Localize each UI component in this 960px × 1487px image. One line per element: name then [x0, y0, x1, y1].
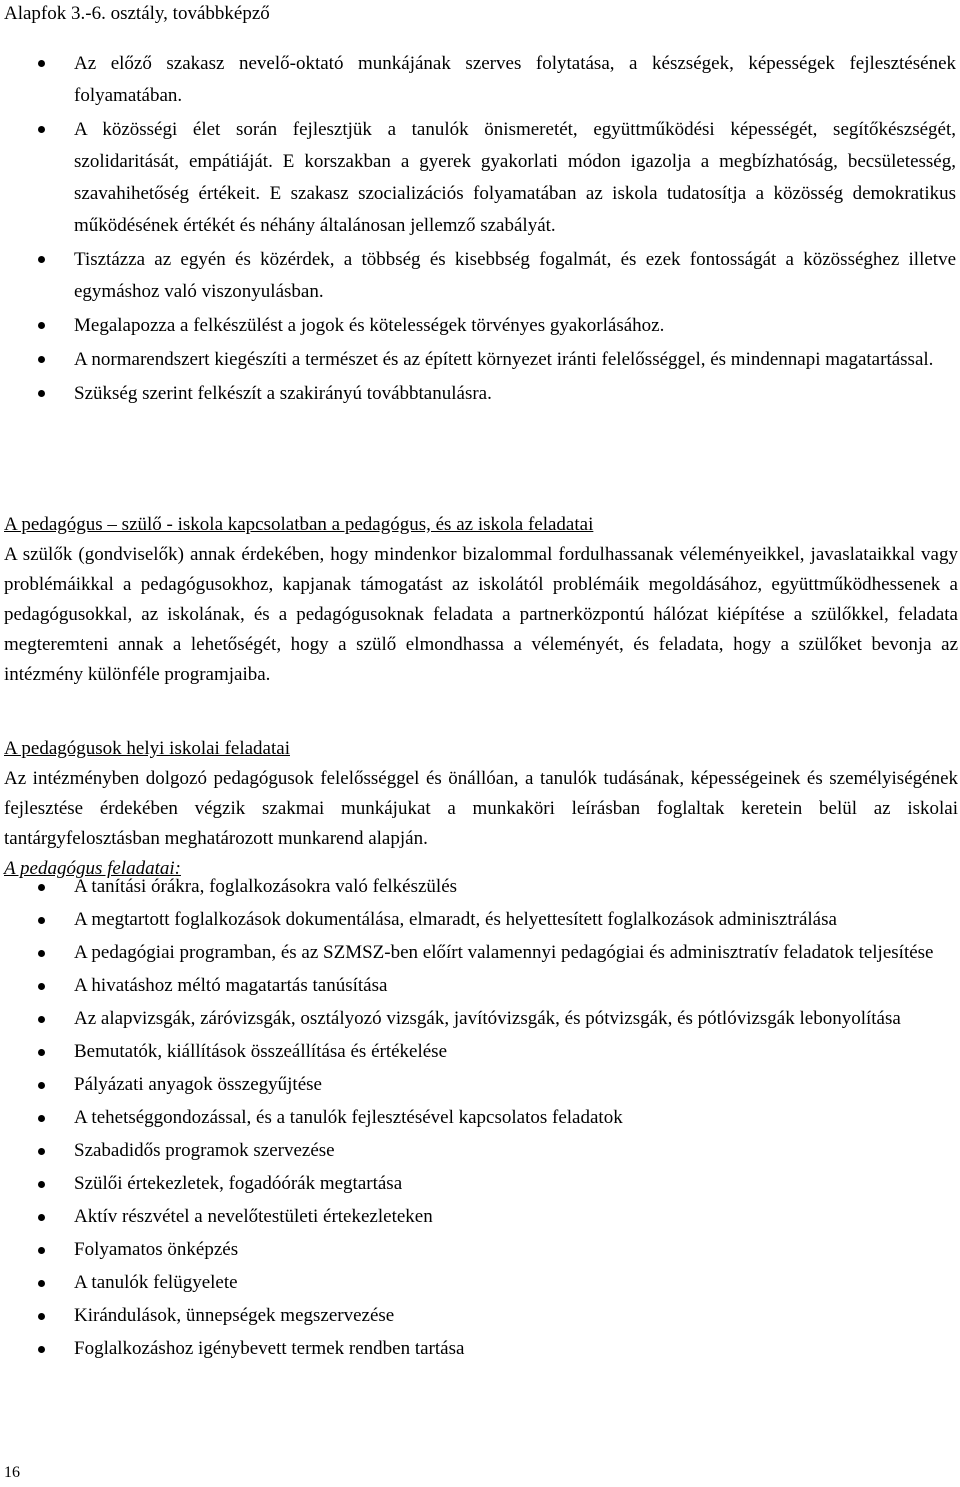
page-header: Alapfok 3.-6. osztály, továbbképző	[4, 3, 270, 24]
list-item: Tisztázza az egyén és közérdek, a többség és kisebbség fogalmát, és ezek fontosságát a közösséghez illetve egymáshoz való viszonyulásban.	[0, 244, 958, 308]
list-item: A tanulók felügyelete	[0, 1268, 958, 1297]
list-item: Szükség szerint felkészít a szakirányú továbbtanulásra.	[0, 378, 958, 410]
list-item: Pályázati anyagok összegyűjtése	[0, 1070, 958, 1099]
list-item: Az előző szakasz nevelő-oktató munkájának szerves folytatása, a készségek, képességek fejlesztésének folyamatában.	[0, 48, 958, 112]
list-item: Foglalkozáshoz igénybevett termek rendben tartása	[0, 1334, 958, 1363]
list-item: A közösségi élet során fejlesztjük a tanulók önismeretét, együttműködési képességét, segítőkészségét, szolidaritását, empátiáját. E korszakban a gyerek gyakorlati módon igazolja a megbízhatóság, becsületesség, szavahihetőség értékeit. E szakasz szocializációs folyamatában az iskola tudatosítja a közösség demokratikus működésének értékét és néhány általánosan jellemző szabályát.	[0, 114, 958, 242]
list-item: A megtartott foglalkozások dokumentálása, elmaradt, és helyettesített foglalkozások adminisztrálása	[0, 905, 958, 934]
parent-cooperation-section	[4, 510, 958, 690]
list-item: A tanítási órákra, foglalkozásokra való felkészülés	[0, 872, 958, 901]
list-item: Aktív részvétel a nevelőtestületi értekezleteken	[0, 1202, 958, 1231]
section-paragraph: A szülők (gondviselők) annak érdekében, hogy mindenkor bizalommal fordulhassanak véleményeikkel, javaslataikkal vagy problémáikkal a pedagógusokhoz, kapjanak támogatást az iskolától problémáik megoldásához, együttműködhessenek a pedagógusokkal, az iskolának, és a pedagógusoknak feladata a partnerközpontú hálózat kiépítése a szülőkkel, feladata megteremteni annak a lehetőségét, hogy a szülő elmondhassa a véleményét, és feladata, hogy a szülőket bevonja az intézmény különféle programjaiba.	[4, 544, 958, 685]
section-paragraph: Az intézményben dolgozó pedagógusok felelősséggel és önállóan, a tanulók tudásának, képességeinek és személyiségének fejlesztése érdekében végzik szakmai munkájukat a munkaköri leírásban foglaltak keretein belül az iskolai tantárgyfelosztásban meghatározott munkarend alapján.	[4, 768, 958, 849]
list-item: Bemutatók, kiállítások összeállítása és értékelése	[0, 1037, 958, 1066]
section-heading: A pedagógusok helyi iskolai feladatai	[4, 738, 290, 759]
list-item: Folyamatos önképzés	[0, 1235, 958, 1264]
list-item: A tehetséggondozással, és a tanulók fejlesztésével kapcsolatos feladatok	[0, 1103, 958, 1132]
list-item: Az alapvizsgák, záróvizsgák, osztályozó vizsgák, javítóvizsgák, és pótvizsgák, és pótlóvizsgák lebonyolítása	[0, 1004, 958, 1033]
duties-bullet-list	[0, 872, 958, 1367]
list-item: A hivatáshoz méltó magatartás tanúsítása	[0, 971, 958, 1000]
list-item: Szabadidős programok szervezése	[0, 1136, 958, 1165]
list-item: Megalapozza a felkészülést a jogok és kötelességek törvényes gyakorlásához.	[0, 310, 958, 342]
list-item: A pedagógiai programban, és az SZMSZ-ben előírt valamennyi pedagógiai és adminisztratív feladatok teljesítése	[0, 938, 958, 967]
page-number: 16	[4, 1464, 20, 1481]
section-heading: A pedagógus – szülő - iskola kapcsolatban a pedagógus, és az iskola feladatai	[4, 514, 594, 535]
intro-bullet-list	[0, 48, 958, 412]
list-item: A normarendszert kiegészíti a természet és az épített környezet iránti felelősséggel, és mindennapi magatartással.	[0, 344, 958, 376]
teacher-duties-section	[4, 734, 958, 884]
section-subheading: A pedagógus feladatai:	[4, 858, 181, 879]
list-item: Szülői értekezletek, fogadóórák megtartása	[0, 1169, 958, 1198]
list-item: Kirándulások, ünnepségek megszervezése	[0, 1301, 958, 1330]
